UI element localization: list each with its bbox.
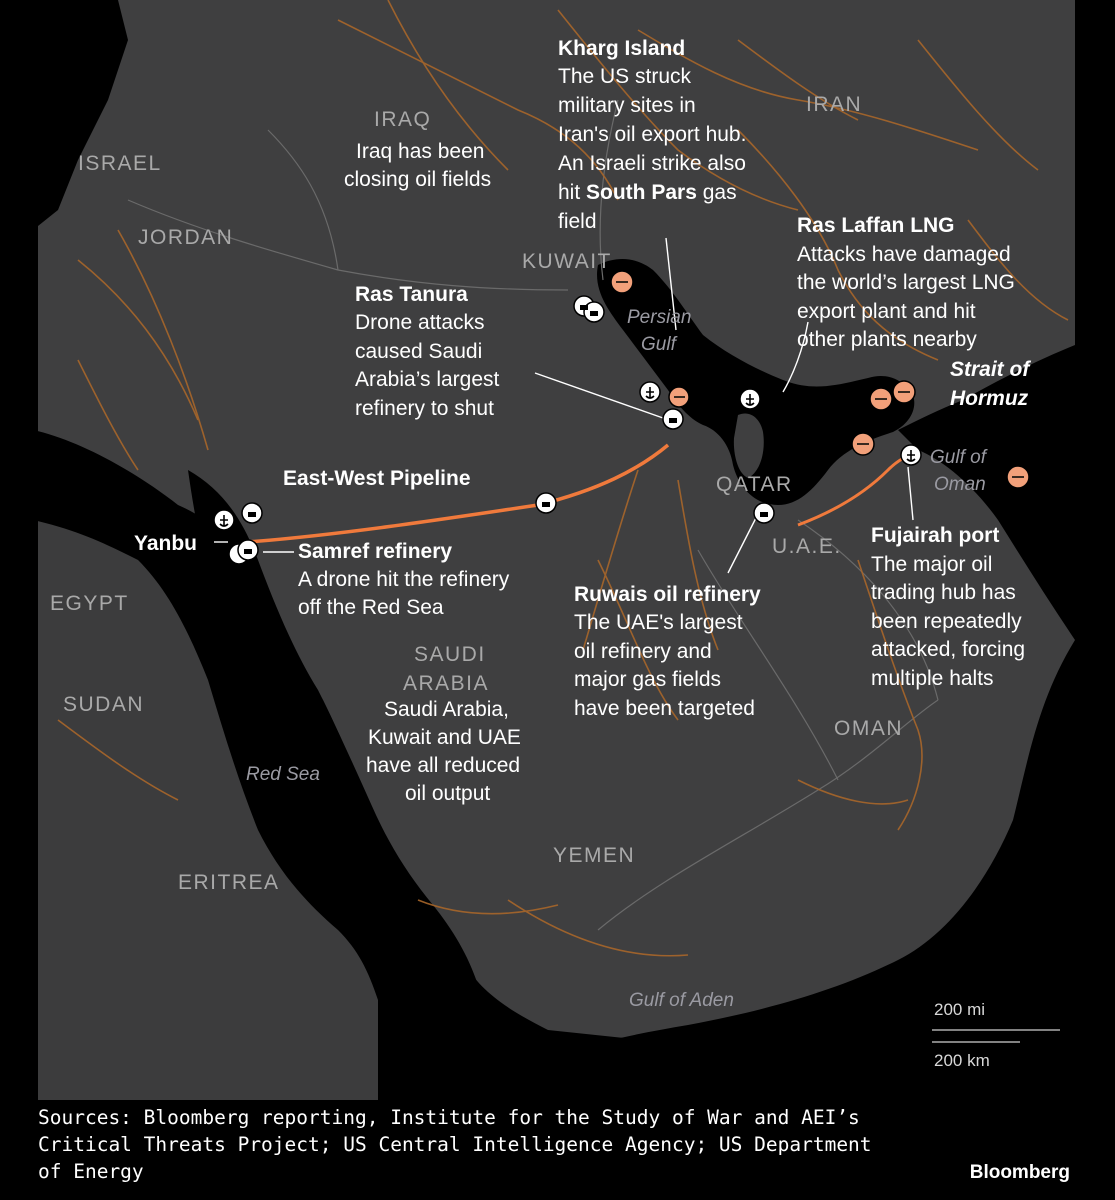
kharg-line-6: field [558, 210, 597, 233]
ras-tanura-line-4: refinery to shut [355, 397, 494, 420]
saudi-note-line-3: have all reduced [366, 754, 521, 777]
fujairah-line-3: been repeatedly [871, 610, 1022, 633]
yanbu-title: Yanbu [134, 532, 198, 555]
country-label-iraq: IRAQ [374, 108, 432, 131]
country-label-egypt: EGYPT [50, 592, 129, 615]
country-label-jordan: JORDAN [138, 226, 234, 249]
country-label-israel: ISRAEL [78, 152, 162, 175]
ras-laffan-line-1: Attacks have damaged [797, 243, 1011, 266]
bloomberg-logo: Bloomberg [969, 1162, 1070, 1183]
country-label-eritrea: ERITREA [178, 871, 280, 894]
fujairah-line-1: The major oil [871, 553, 993, 576]
water-label-gulf: Gulf [641, 334, 676, 355]
ruwais-line-1: The UAE's largest [574, 611, 743, 634]
ruwais-line-3: major gas fields [574, 668, 722, 691]
saudi-note-line-1: Saudi Arabia, [384, 698, 509, 721]
ruwais-line-4: have been targeted [574, 697, 755, 720]
kharg-line-4: An Israeli strike also [558, 152, 746, 175]
hormuz-line-1: Strait of [950, 358, 1030, 381]
country-label-saudi-1: SAUDI [414, 643, 486, 666]
country-label-saudi-2: ARABIA [403, 672, 490, 695]
ras-laffan-line-3: export plant and hit [797, 300, 976, 323]
samref-line-1: A drone hit the refinery [298, 568, 510, 591]
samref-title: Samref refinery [298, 540, 453, 563]
kharg-line-5: hit South Pars gas [558, 181, 737, 204]
sources-note: Sources: Bloomberg reporting, Institute for the Study of War and AEI’s Critical Threats Project; US Central Intelligence Agency; US Department of Energy [38, 1106, 872, 1183]
water-label-gulf-of-oman-1: Gulf of [930, 447, 986, 468]
kharg-line-3: Iran's oil export hub. [558, 123, 747, 146]
country-label-oman: OMAN [834, 717, 903, 740]
ras-tanura-line-3: Arabia’s largest [355, 368, 500, 391]
ras-tanura-title: Ras Tanura [355, 283, 468, 306]
kharg-line-2: military sites in [558, 94, 696, 117]
east-west-pipeline-title: East-West Pipeline [283, 467, 471, 490]
ras-tanura-line-1: Drone attacks [355, 311, 485, 334]
ras-laffan-line-2: the world’s largest LNG [797, 271, 1015, 294]
ras-tanura-line-2: caused Saudi [355, 340, 483, 363]
country-label-kuwait: KUWAIT [522, 250, 612, 273]
mediterranean [38, 0, 128, 230]
country-label-yemen: YEMEN [553, 844, 636, 867]
fujairah-line-5: multiple halts [871, 667, 994, 690]
fujairah-line-2: trading hub has [871, 581, 1016, 604]
fujairah-line-4: attacked, forcing [871, 638, 1026, 661]
scale-miles: 200 mi [934, 1000, 986, 1019]
ruwais-title: Ruwais oil refinery [574, 583, 761, 606]
ras-laffan-line-4: other plants nearby [797, 328, 977, 351]
samref-line-2: off the Red Sea [298, 596, 444, 619]
water-label-red-sea: Red Sea [246, 764, 320, 785]
south-pars-label: South Pars [586, 181, 697, 204]
saudi-note-line-4: oil output [405, 782, 491, 805]
country-label-uae: U.A.E. [772, 535, 842, 558]
iraq-note-line-1: Iraq has been [356, 140, 485, 163]
country-label-sudan: SUDAN [63, 693, 145, 716]
scale-km: 200 km [934, 1051, 990, 1070]
water-label-gulf-of-oman-2: Oman [934, 474, 986, 495]
fujairah-title: Fujairah port [871, 524, 1000, 547]
country-label-iran: IRAN [806, 93, 863, 116]
iraq-note-line-2: closing oil fields [344, 168, 492, 191]
country-label-qatar: QATAR [716, 473, 793, 496]
ruwais-line-2: oil refinery and [574, 640, 712, 663]
water-label-gulf-of-aden: Gulf of Aden [629, 990, 734, 1011]
kharg-line-1: The US struck [558, 65, 692, 88]
water-label-persian: Persian [627, 307, 692, 328]
map [38, 0, 1075, 1100]
east-west-pipeline-line [248, 445, 668, 542]
hormuz-line-2: Hormuz [950, 387, 1029, 410]
kharg-title: Kharg Island [558, 37, 686, 60]
ras-laffan-title: Ras Laffan LNG [797, 214, 955, 237]
saudi-note-line-2: Kuwait and UAE [368, 726, 521, 749]
